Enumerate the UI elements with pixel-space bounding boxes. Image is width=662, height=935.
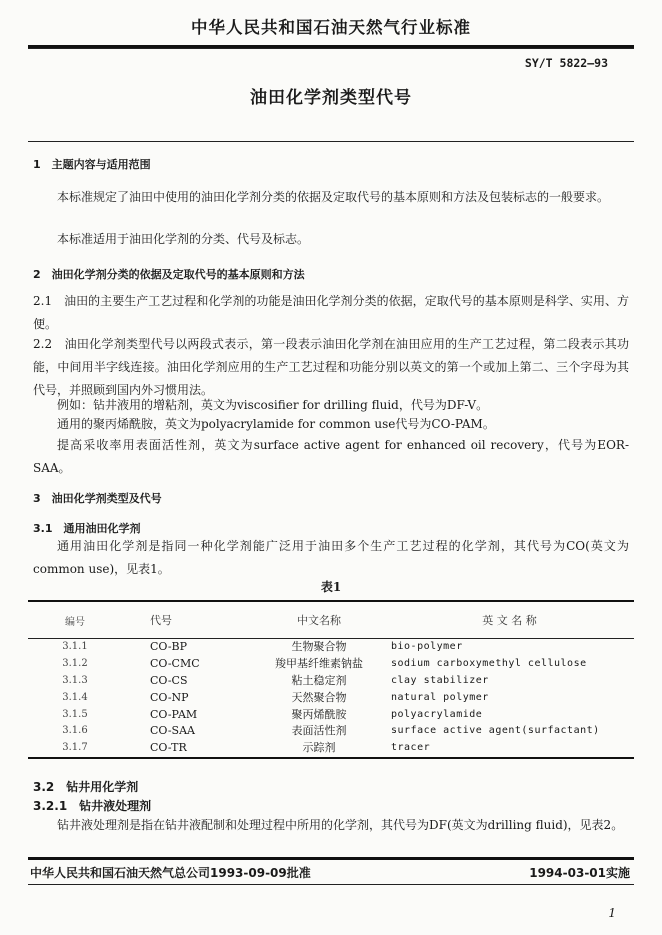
cell-english-name: clay stabilizer bbox=[391, 674, 489, 686]
issuing-body-title: 中华人民共和国石油天然气行业标准 bbox=[191, 18, 471, 37]
cell-english-name: polyacrylamide bbox=[391, 708, 483, 720]
cell-number: 3.1.2 bbox=[62, 658, 88, 670]
footer-rule bbox=[28, 857, 634, 860]
cell-english-name: natural polymer bbox=[391, 691, 489, 703]
example-2: 通用的聚丙烯酰胺，英文为polyacrylamide for common use代号为CO-PAM。 bbox=[57, 417, 495, 431]
cell-chinese-name: 粘土稳定剂 bbox=[291, 673, 347, 687]
cell-english-name: sodium carboxymethyl cellulose bbox=[391, 658, 587, 670]
section-3-2-1-heading: 3.2.1 钻井液处理剂 bbox=[33, 799, 152, 813]
cell-code: CO-BP bbox=[150, 640, 188, 654]
section-1-heading: 1 主题内容与适用范围 bbox=[33, 158, 151, 171]
cell-chinese-name: 聚丙烯酰胺 bbox=[291, 707, 347, 721]
title-rule bbox=[28, 141, 634, 142]
cell-chinese-name: 表面活性剂 bbox=[291, 724, 347, 738]
cell-number: 3.1.6 bbox=[62, 725, 88, 737]
footer-rule-bottom bbox=[28, 884, 634, 885]
effective-date: 1994-03-01实施 bbox=[529, 866, 630, 880]
col-header-chinese-name: 中文名称 bbox=[297, 614, 341, 627]
section-1-paragraph-1: 本标准规定了油田中使用的油田化学剂分类的依据及定取代号的基本原则和方法及包装标志的一般要求。 bbox=[57, 190, 610, 204]
clause-2-1: 2.1 油田的主要生产工艺过程和化学剂的功能是油田化学剂分类的依据，定取代号的基本原则是科学、实用、方便。 bbox=[33, 294, 629, 331]
example-3: 提高采收率用表面活性剂，英文为surface active agent for enhanced oil recovery，代号为EOR-SAA。 bbox=[33, 438, 629, 475]
table-row bbox=[28, 639, 634, 656]
section-3-2-heading: 3.2 钻井用化学剂 bbox=[33, 780, 139, 794]
table-1-caption: 表1 bbox=[320, 580, 342, 594]
cell-code: CO-CMC bbox=[150, 657, 200, 671]
table-row bbox=[28, 656, 634, 673]
clause-2-2: 2.2 油田化学剂类型代号以两段式表示，第一段表示油田化学剂在油田应用的生产工艺过程，第二段表示其功能，中间用半字线连接。油田化学剂应用的生产工艺过程和功能分别以英文的第一个或加上第二、三个字母为其代号，并照顾到国内外习惯用法。 bbox=[33, 337, 629, 397]
cell-code: CO-TR bbox=[150, 741, 187, 755]
page-number: 1 bbox=[608, 906, 616, 920]
col-header-number: 编号 bbox=[65, 616, 85, 628]
table-row bbox=[28, 740, 634, 758]
header-rule-thin bbox=[28, 48, 634, 49]
cell-code: CO-CS bbox=[150, 673, 188, 687]
section-3-1-paragraph: 通用油田化学剂是指同一种化学剂能广泛用于油田多个生产工艺过程的化学剂，其代号为CO(英文为common use)，见表1。 bbox=[33, 539, 629, 576]
section-2-heading: 2 油田化学剂分类的依据及定取代号的基本原则和方法 bbox=[33, 268, 305, 281]
cell-code: CO-SAA bbox=[150, 724, 195, 738]
col-header-code: 代号 bbox=[150, 614, 172, 627]
cell-chinese-name: 羧甲基纤维素钠盐 bbox=[275, 657, 363, 671]
standard-number: SY/T 5822—93 bbox=[524, 56, 608, 70]
col-header-english-name: 英 文 名 称 bbox=[482, 614, 537, 627]
document-title: 油田化学剂类型代号 bbox=[250, 88, 412, 108]
table-row bbox=[28, 706, 634, 723]
cell-number: 3.1.4 bbox=[62, 691, 88, 703]
table-row bbox=[28, 723, 634, 740]
table-1 bbox=[28, 600, 634, 759]
cell-number: 3.1.7 bbox=[62, 742, 88, 754]
section-3-2-1-paragraph: 钻井液处理剂是指在钻井液配制和处理过程中所用的化学剂，其代号为DF(英文为drilling fluid)，见表2。 bbox=[57, 818, 624, 832]
cell-number: 3.1.5 bbox=[62, 708, 88, 720]
cell-english-name: surface active agent(surfactant) bbox=[391, 725, 600, 737]
table-row bbox=[28, 689, 634, 706]
table-row bbox=[28, 673, 634, 690]
cell-english-name: tracer bbox=[391, 742, 431, 754]
cell-number: 3.1.3 bbox=[62, 674, 88, 686]
cell-code: CO-PAM bbox=[150, 707, 198, 721]
section-3-heading: 3 油田化学剂类型及代号 bbox=[33, 492, 162, 505]
cell-english-name: bio-polymer bbox=[391, 641, 463, 653]
section-1-paragraph-2: 本标准适用于油田化学剂的分类、代号及标志。 bbox=[57, 232, 310, 246]
cell-chinese-name: 示踪剂 bbox=[302, 741, 336, 755]
cell-number: 3.1.1 bbox=[62, 641, 88, 653]
approval-date: 中华人民共和国石油天然气总公司1993-09-09批准 bbox=[30, 866, 311, 880]
cell-chinese-name: 天然聚合物 bbox=[291, 690, 347, 704]
table-header-row bbox=[28, 601, 634, 639]
example-1: 例如：钻井液用的增粘剂，英文为viscosifier for drilling fluid，代号为DF-V。 bbox=[57, 398, 489, 412]
section-3-1-heading: 3.1 通用油田化学剂 bbox=[33, 522, 141, 535]
cell-code: CO-NP bbox=[150, 690, 189, 704]
cell-chinese-name: 生物聚合物 bbox=[291, 640, 347, 654]
